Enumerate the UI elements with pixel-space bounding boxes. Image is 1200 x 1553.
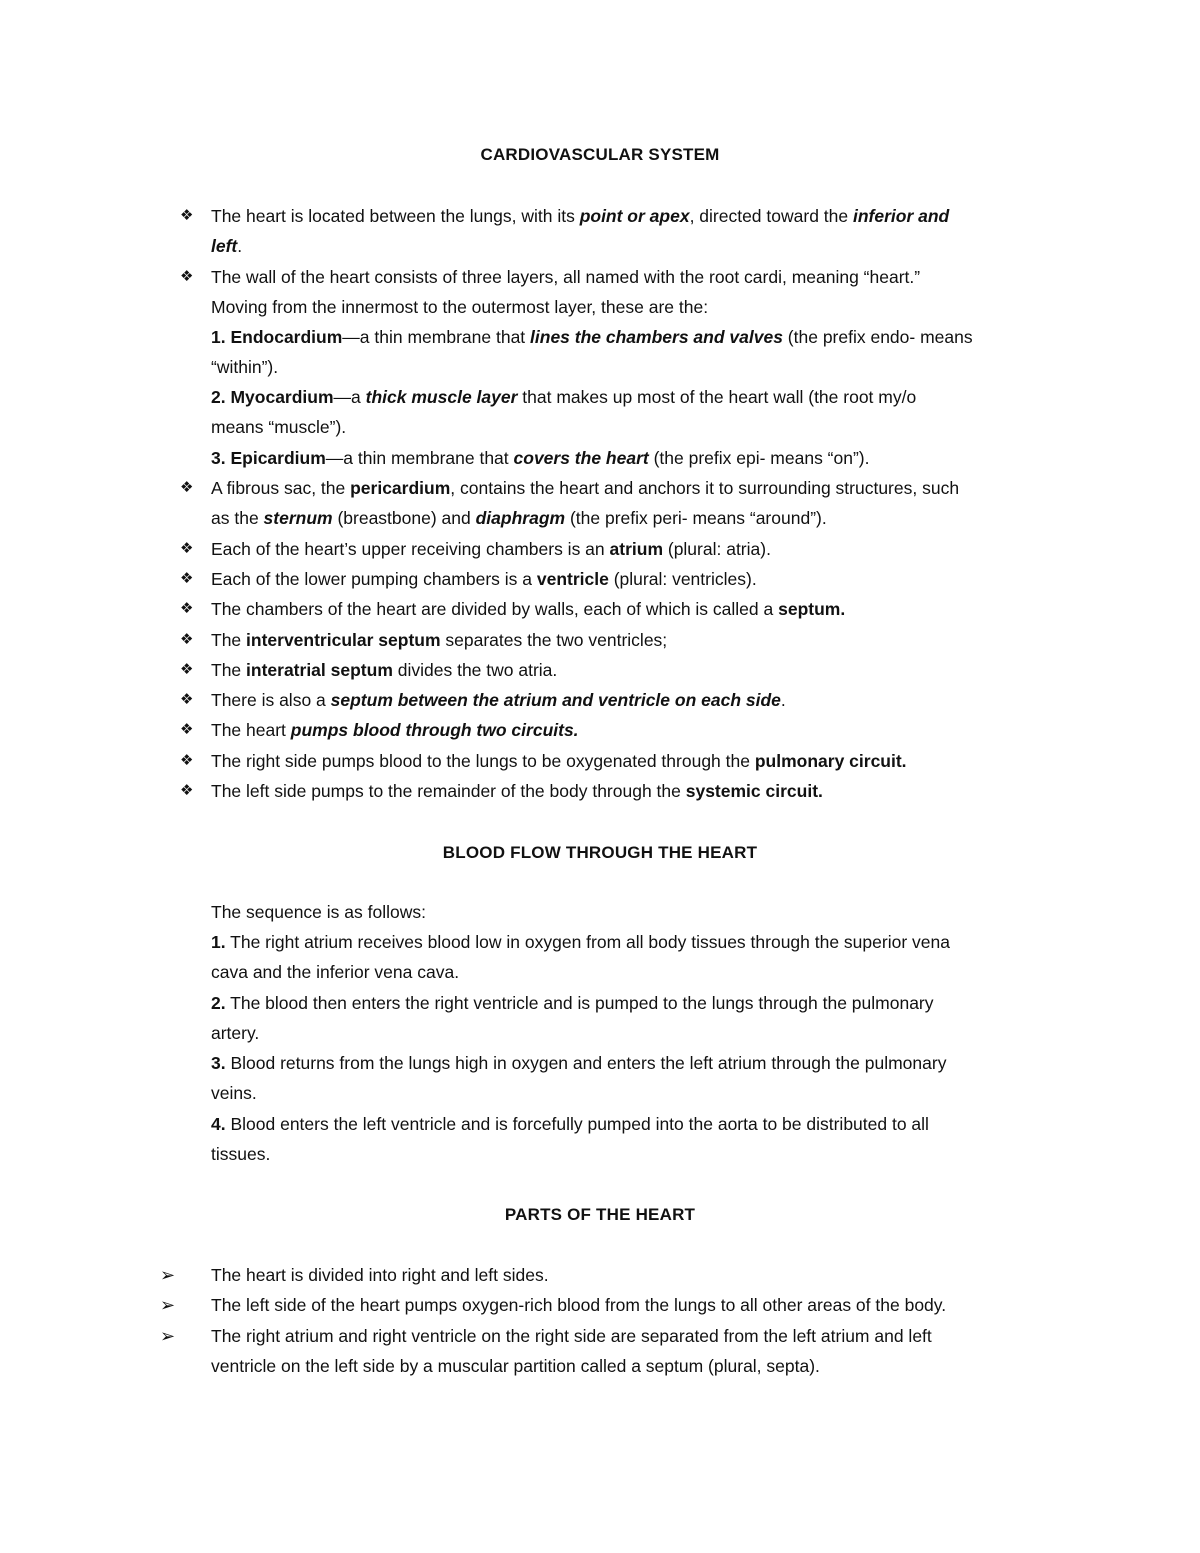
bullet-line: as the sternum (breastbone) and diaphragm (the prefix peri- means “around”).	[211, 508, 827, 528]
sequence-step-2: 2. The blood then enters the right ventricle and is pumped to the lungs through the pulmonary	[211, 993, 934, 1013]
bullet-line: Each of the heart’s upper receiving chambers is an atrium (plural: atria).	[211, 539, 771, 559]
arrow-line: The right atrium and right ventricle on the right side are separated from the left atrium and left	[211, 1326, 932, 1346]
bullet-line: The right side pumps blood to the lungs to be oxygenated through the pulmonary circuit.	[211, 751, 907, 771]
heading-parts-of-heart: PARTS OF THE HEART	[504, 1205, 696, 1224]
heading-blood-flow: BLOOD FLOW THROUGH THE HEART	[442, 843, 758, 862]
bullet-line: The left side pumps to the remainder of the body through the systemic circuit.	[211, 781, 823, 801]
arrow-bullet-icon: ➢	[160, 1326, 176, 1346]
bullet-icon: ❖	[180, 207, 194, 224]
sequence-step-2-cont: artery.	[211, 1023, 260, 1043]
bullet-icon: ❖	[180, 540, 194, 557]
bullet-line: The chambers of the heart are divided by walls, each of which is called a septum.	[211, 599, 846, 619]
layer-myocardium: 2. Myocardium—a thick muscle layer that makes up most of the heart wall (the root my/o	[211, 387, 917, 407]
arrow-line: The heart is divided into right and left sides.	[211, 1265, 549, 1285]
bullet-icon: ❖	[180, 600, 194, 617]
bullet-line: Each of the lower pumping chambers is a ventricle (plural: ventricles).	[211, 569, 757, 589]
arrow-bullet-icon: ➢	[160, 1265, 176, 1285]
bullet-line: The heart pumps blood through two circuits.	[211, 720, 579, 740]
bullet-icon: ❖	[180, 782, 194, 799]
bullet-icon: ❖	[180, 268, 194, 285]
bullet-icon: ❖	[180, 691, 194, 708]
sequence-step-3: 3. Blood returns from the lungs high in oxygen and enters the left atrium through the pulmonary	[211, 1053, 947, 1073]
bullet-line: left.	[211, 236, 243, 256]
bullet-line: Moving from the innermost to the outermost layer, these are the:	[211, 297, 709, 317]
layer-epicardium: 3. Epicardium—a thin membrane that covers the heart (the prefix epi- means “on”).	[211, 448, 870, 468]
arrow-line: The left side of the heart pumps oxygen-rich blood from the lungs to all other areas of the body.	[211, 1295, 947, 1315]
bullet-line: The heart is located between the lungs, with its point or apex, directed toward the inferior and	[211, 206, 950, 226]
sequence-step-4-cont: tissues.	[211, 1144, 271, 1164]
sequence-step-3-cont: veins.	[211, 1083, 257, 1103]
layer-endocardium: 1. Endocardium—a thin membrane that lines the chambers and valves (the prefix endo- means	[211, 327, 973, 347]
bullet-icon: ❖	[180, 752, 194, 769]
layer-endocardium-cont: “within”).	[211, 357, 279, 377]
sequence-intro: The sequence is as follows:	[211, 902, 426, 922]
bullet-line: A fibrous sac, the pericardium, contains the heart and anchors it to surrounding structures, such	[211, 478, 960, 498]
heading-cardiovascular-system: CARDIOVASCULAR SYSTEM	[480, 145, 720, 164]
bullet-line: The interatrial septum divides the two atria.	[211, 660, 558, 680]
bullet-icon: ❖	[180, 661, 194, 678]
sequence-step-1: 1. The right atrium receives blood low in oxygen from all body tissues through the superior vena	[211, 932, 950, 952]
bullet-icon: ❖	[180, 721, 194, 738]
bullet-line: The wall of the heart consists of three layers, all named with the root cardi, meaning “heart.”	[211, 267, 921, 287]
bullet-icon: ❖	[180, 479, 194, 496]
arrow-line-cont: ventricle on the left side by a muscular partition called a septum (plural, septa).	[211, 1356, 820, 1376]
sequence-step-1-cont: cava and the inferior vena cava.	[211, 962, 460, 982]
bullet-line: There is also a septum between the atrium and ventricle on each side.	[211, 690, 786, 710]
layer-myocardium-cont: means “muscle”).	[211, 417, 347, 437]
bullet-line: The interventricular septum separates the two ventricles;	[211, 630, 668, 650]
bullet-icon: ❖	[180, 570, 194, 587]
arrow-bullet-icon: ➢	[160, 1295, 176, 1315]
sequence-step-4: 4. Blood enters the left ventricle and is forcefully pumped into the aorta to be distributed to all	[211, 1114, 929, 1134]
bullet-icon: ❖	[180, 631, 194, 648]
